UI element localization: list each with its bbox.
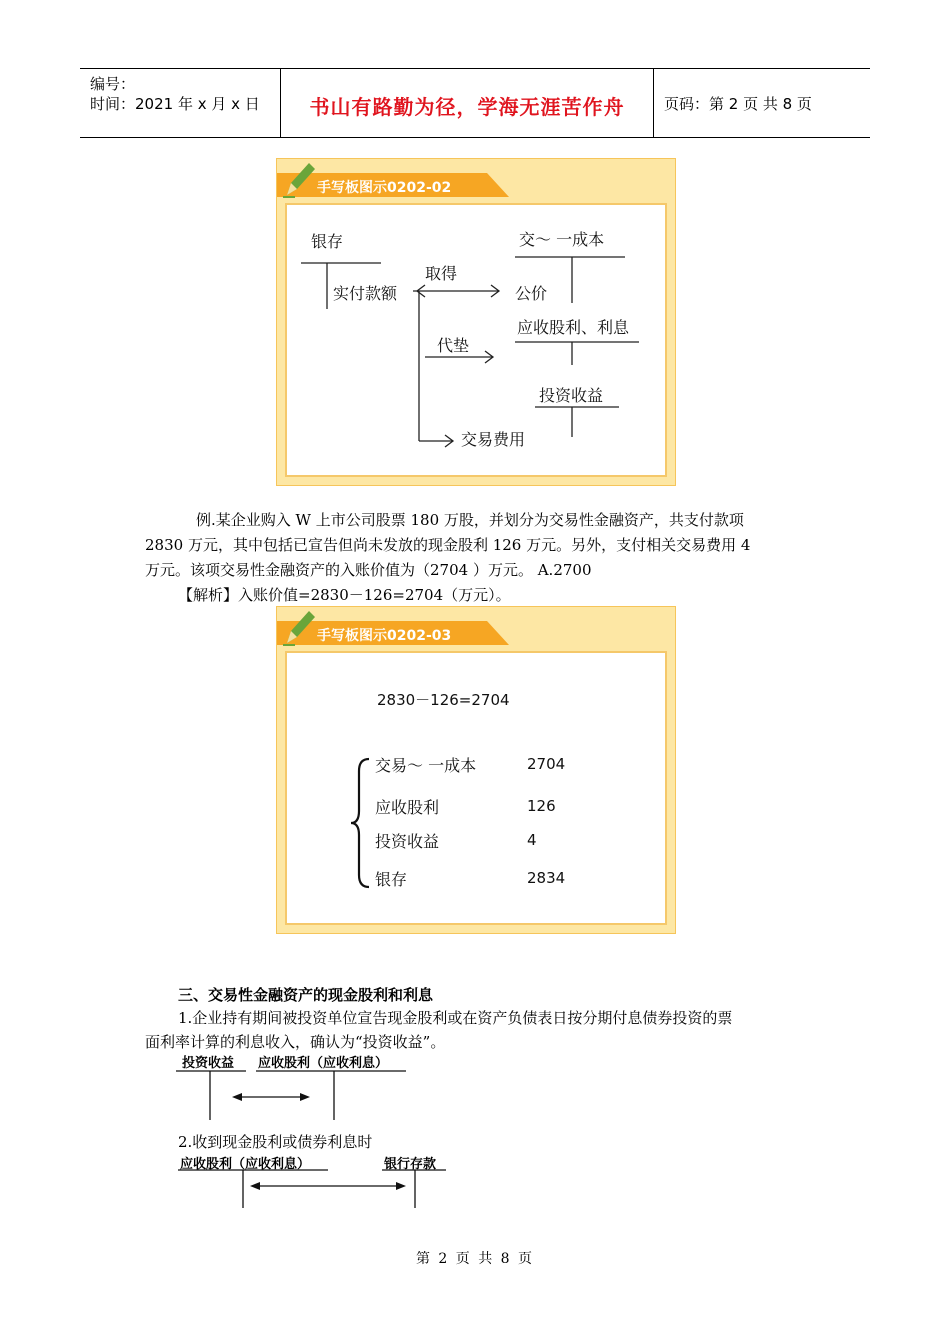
section-p2: 2.收到现金股利或债券利息时 xyxy=(178,1133,373,1151)
entry-value: 2704 xyxy=(527,755,566,773)
header-motto-cell xyxy=(281,69,654,137)
board-title: 手写板图示0202-03 xyxy=(317,628,452,644)
formula: 2830－126=2704 xyxy=(377,691,510,709)
entry-value: 2834 xyxy=(527,869,566,887)
t-account-diagram-1 xyxy=(170,1068,420,1124)
t1-right-label: 应收股利（应收利息） xyxy=(258,1056,389,1071)
label-trading-cost: 交～ 一成本 xyxy=(519,230,605,249)
label-paid: 实付款额 xyxy=(333,284,398,303)
board-title: 手写板图示0202-02 xyxy=(317,180,452,196)
example-line-2: 2830 万元，其中包括已宣告但尚未发放的现金股利 126 万元。另外，支付相关交易费用 4 xyxy=(145,536,751,554)
label-invest-income: 投资收益 xyxy=(539,386,604,405)
entry-label: 投资收益 xyxy=(375,832,440,851)
example-analysis: 【解析】入账价值=2830－126=2704（万元）。 xyxy=(178,586,511,604)
label-bank: 银存 xyxy=(311,232,344,251)
label-receivable: 应收股利、利息 xyxy=(517,318,630,337)
pencil-icon xyxy=(281,607,315,647)
whiteboard-panel-1 xyxy=(276,158,676,486)
date-label: 时间：2021 年 x 月 x 日 xyxy=(90,95,260,113)
section-heading: 三、交易性金融资产的现金股利和利息 xyxy=(178,986,434,1004)
label-acquire: 取得 xyxy=(425,264,458,283)
whiteboard-panel-2 xyxy=(276,606,676,934)
label-fair-value: 公价 xyxy=(515,284,548,303)
entry-label: 银存 xyxy=(375,870,408,889)
left-brace-icon xyxy=(347,755,377,891)
example-line-1: 例.某企业购入 W 上市公司股票 180 万股，并划分为交易性金融资产，共支付款项 xyxy=(196,511,744,529)
section-p1-line2: 面利率计算的利息收入，确认为“投资收益”。 xyxy=(145,1033,446,1051)
page-header xyxy=(80,68,870,138)
motto: 书山有路勤为径，学海无涯苦作舟 xyxy=(309,95,625,119)
entry-value: 126 xyxy=(527,797,556,815)
code-label: 编号： xyxy=(90,75,136,93)
t1-left-label: 投资收益 xyxy=(182,1056,235,1071)
example-line-3: 万元。该项交易性金融资产的入账价值为（2704 ）万元。 A.2700 xyxy=(145,561,592,579)
page-info: 页码：第 2 页 共 8 页 xyxy=(664,95,812,113)
header-page-cell xyxy=(654,69,870,137)
entry-label: 交易～ 一成本 xyxy=(375,756,477,775)
label-advance: 代垫 xyxy=(437,336,470,355)
entry-label: 应收股利 xyxy=(375,798,440,817)
entry-value: 4 xyxy=(527,831,537,849)
t2-right-label: 银行存款 xyxy=(384,1157,437,1172)
section-p1-line1: 1.企业持有期间被投资单位宣告现金股利或在资产负债表日按分期付息债券投资的票 xyxy=(178,1009,733,1027)
label-transaction-fee: 交易费用 xyxy=(461,430,526,449)
t2-left-label: 应收股利（应收利息） xyxy=(180,1157,311,1172)
t-account-diagram-2 xyxy=(170,1168,460,1212)
header-meta-cell xyxy=(80,69,281,137)
page-footer: 第 2 页 共 8 页 xyxy=(415,1251,535,1267)
